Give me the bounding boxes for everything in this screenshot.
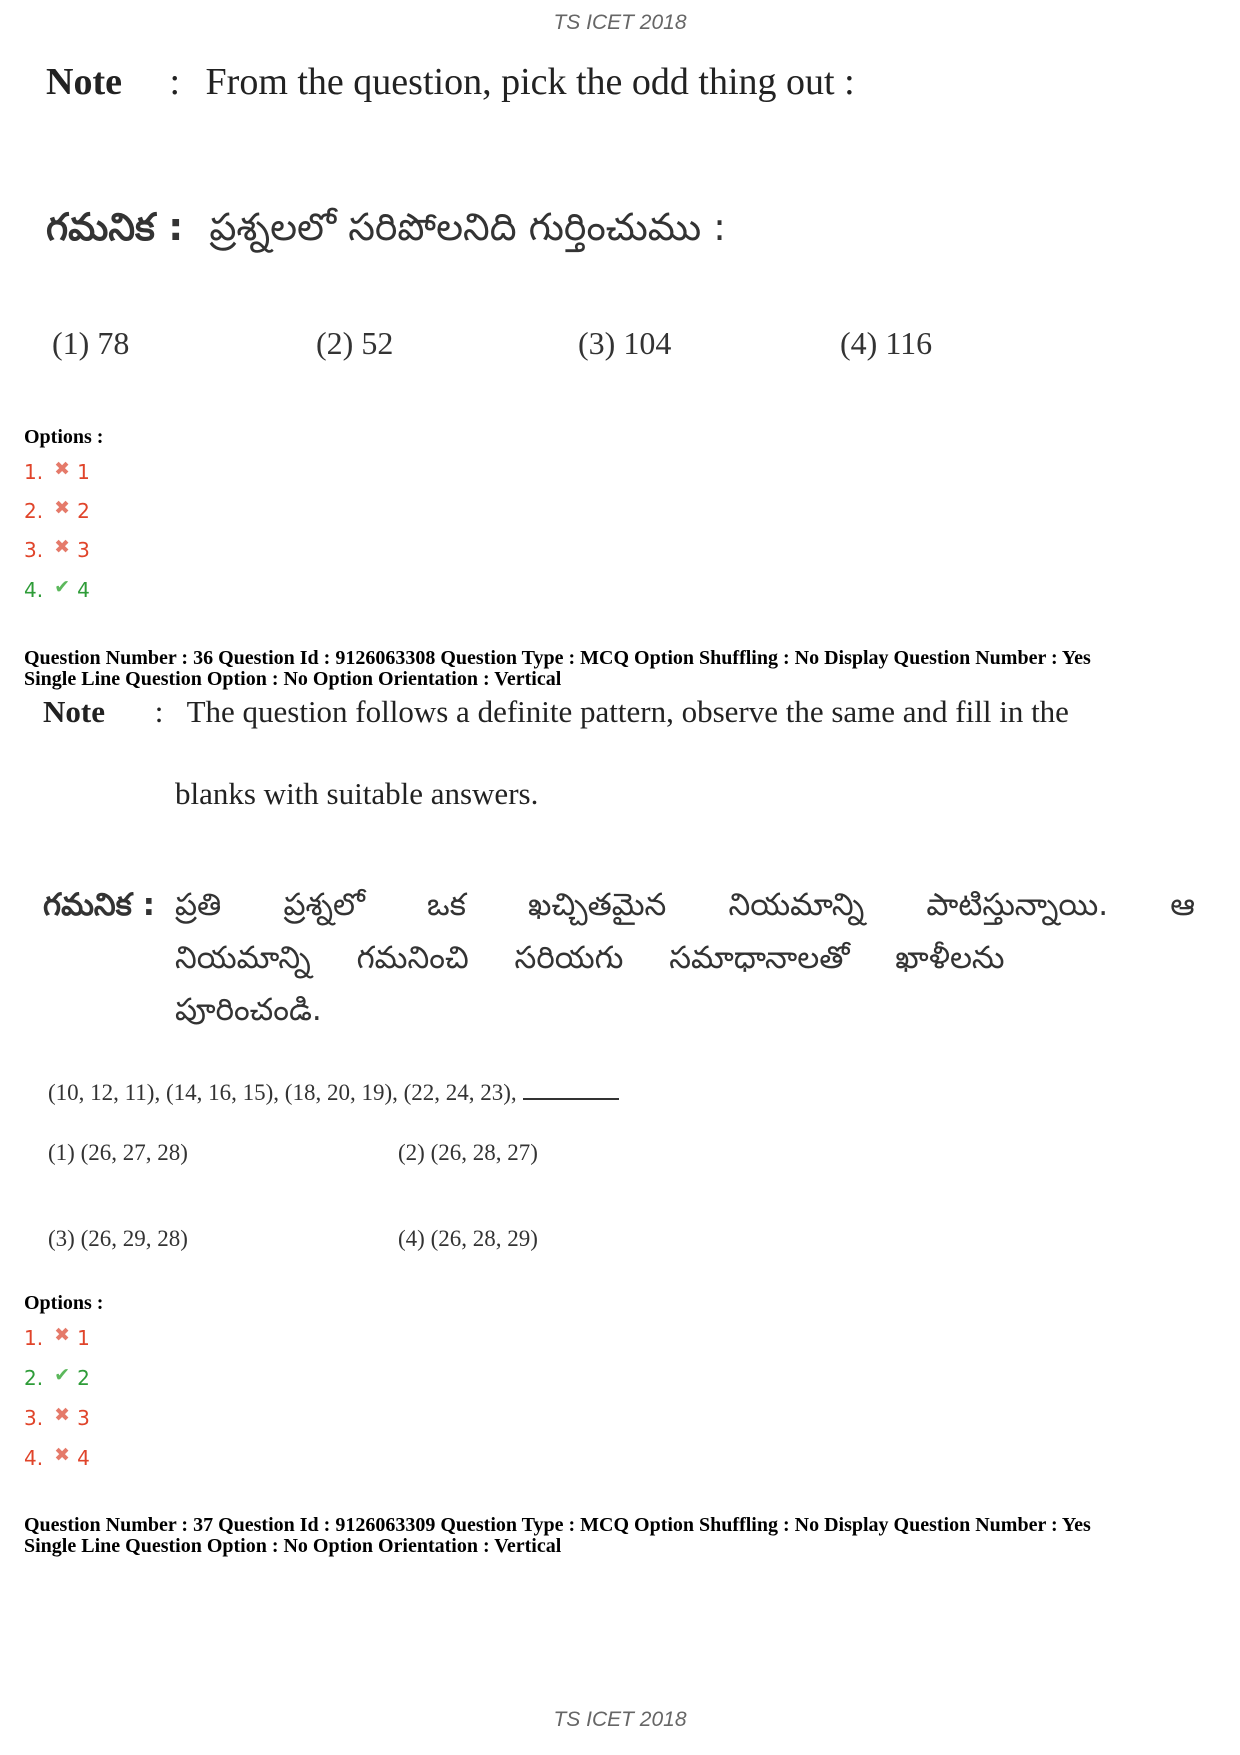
meta-line-1: Question Number : 36 Question Id : 9126063308 Question Type : MCQ Option Shuffling : No Display Question Number : Yes: [24, 647, 1091, 669]
q36-sequence: [48, 1080, 619, 1106]
cross-icon: ✖: [54, 1444, 71, 1466]
q35-choice-2: (2) 52: [316, 325, 394, 361]
q35-choice-1: (1) 78: [52, 325, 130, 361]
q36-option-row: 2. ✔ 2: [24, 1364, 90, 1390]
q35-telugu-note: [46, 205, 726, 259]
q36-telugu-line-1: ప్రతి ప్రశ్నలో ఒక ఖచ్చితమైన నియమాన్ని పాటిస్తున్నాయి. ఆ: [175, 887, 1195, 923]
check-icon: ✔: [54, 576, 71, 598]
q35-note: [46, 60, 855, 104]
q35-option-row: 3. ✖ 3: [24, 536, 90, 562]
cross-icon: ✖: [54, 1404, 71, 1426]
q35-option-row: 4. ✔ 4: [24, 576, 90, 602]
q36-note: [43, 694, 1069, 730]
page-footer: TS ICET 2018: [553, 1708, 687, 1731]
meta-line-2: Single Line Question Option : No Option Orientation : Vertical: [24, 668, 562, 690]
q37-meta: [24, 1515, 1091, 1557]
q36-choice-1: (1) (26, 27, 28): [48, 1140, 188, 1165]
note-colon: :: [154, 694, 164, 729]
q35-choice-3: (3) 104: [578, 325, 672, 361]
sequence-text: (10, 12, 11), (14, 16, 15), (18, 20, 19), (22, 24, 23),: [48, 1080, 517, 1105]
q36-meta: [24, 648, 1091, 690]
q36-option-row: 3. ✖ 3: [24, 1404, 90, 1430]
page-header: TS ICET 2018: [553, 11, 687, 34]
cross-icon: ✖: [54, 458, 71, 480]
note-line-1: The question follows a definite pattern, observe the same and fill in the: [186, 694, 1069, 729]
note-label: Note: [46, 61, 122, 103]
q36-choice-4: (4) (26, 28, 29): [398, 1226, 538, 1251]
q36-note-line-2: blanks with suitable answers.: [175, 776, 539, 811]
meta-line-2: Single Line Question Option : No Option Orientation : Vertical: [24, 1535, 562, 1557]
telugu-text: ప్రశ్నలలో సరిపోలనిది గుర్తించుము :: [209, 205, 726, 249]
q35-options-label: Options :: [24, 426, 104, 448]
q35-choice-4: (4) 116: [840, 325, 933, 361]
cross-icon: ✖: [54, 497, 71, 519]
q36-telugu-line-2: నియమాన్ని గమనించి సరియగు సమాధానాలతో ఖాళీలను: [175, 940, 1005, 976]
q36-choice-3: (3) (26, 29, 28): [48, 1226, 188, 1251]
note-colon: :: [169, 61, 181, 103]
q36-option-row: 4. ✖ 4: [24, 1444, 90, 1470]
q36-telugu-note: [43, 887, 155, 930]
q35-option-row: 2. ✖ 2: [24, 497, 90, 523]
cross-icon: ✖: [54, 1324, 71, 1346]
q36-options-label: Options :: [24, 1292, 104, 1314]
telugu-label: గమనిక :: [46, 205, 184, 249]
check-icon: ✔: [54, 1364, 71, 1386]
note-text: From the question, pick the odd thing out :: [205, 61, 855, 103]
q36-telugu-line-3: పూరించండి.: [175, 992, 322, 1028]
note-label: Note: [43, 694, 105, 729]
meta-line-1: Question Number : 37 Question Id : 9126063309 Question Type : MCQ Option Shuffling : No Display Question Number : Yes: [24, 1514, 1091, 1536]
cross-icon: ✖: [54, 536, 71, 558]
q35-option-row: 1. ✖ 1: [24, 458, 90, 484]
q36-choice-2: (2) (26, 28, 27): [398, 1140, 538, 1165]
q36-option-row: 1. ✖ 1: [24, 1324, 90, 1350]
telugu-label: గమనిక :: [43, 887, 156, 923]
answer-blank: [523, 1097, 619, 1100]
